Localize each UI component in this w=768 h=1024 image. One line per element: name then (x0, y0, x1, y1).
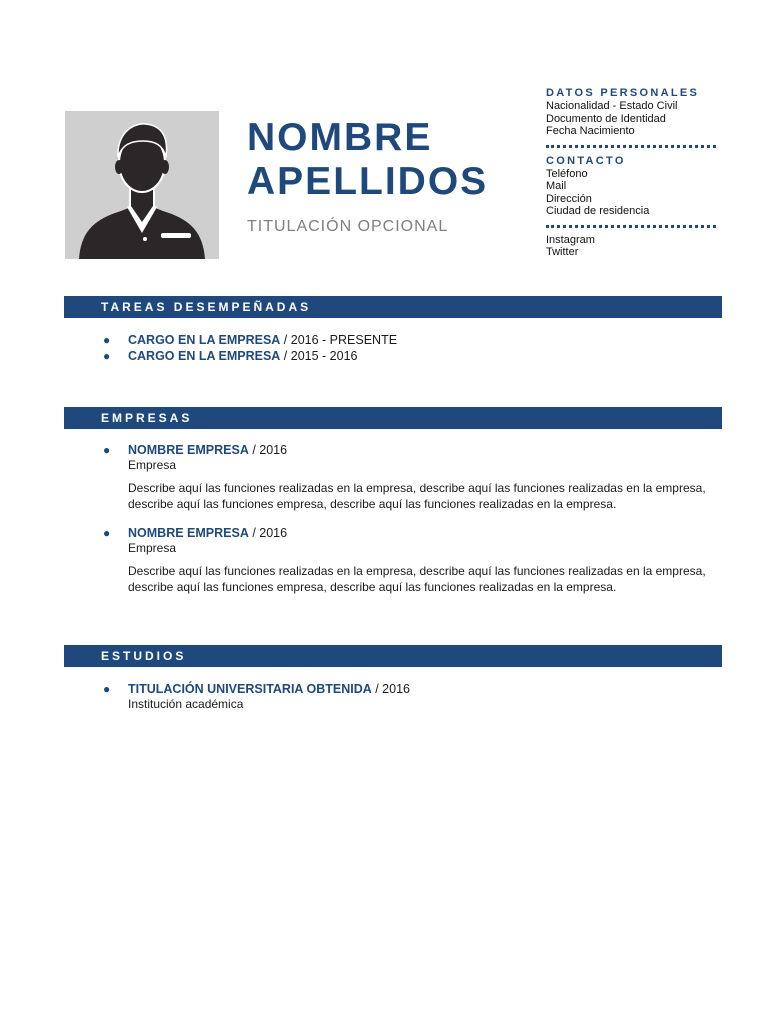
last-name: APELLIDOS (247, 160, 489, 203)
optional-title: TITULACIÓN OPCIONAL (247, 218, 449, 235)
company-name: NOMBRE EMPRESA (128, 443, 249, 457)
dotted-divider (546, 225, 716, 228)
company-subtitle: Empresa (128, 458, 177, 472)
contact-line: Ciudad de residencia (546, 205, 650, 217)
company-description: Describe aquí las funciones realizadas en la empresa, describe aquí las funciones realizadas en la empresa, describe aquí las funciones empresa, describe aquí las funciones realizadas en la empresa. (128, 481, 706, 511)
contact-line: Mail (546, 180, 567, 192)
company-subtitle: Empresa (128, 541, 177, 555)
list-item (103, 348, 728, 364)
dotted-divider (546, 145, 716, 148)
job-title: CARGO EN LA EMPRESA (128, 349, 281, 363)
list-item (103, 525, 728, 595)
degree-year: / 2016 (371, 682, 410, 696)
bullet-icon: ● (103, 333, 111, 347)
personal-line: Documento de Identidad (546, 112, 666, 125)
company-name: NOMBRE EMPRESA (128, 526, 249, 540)
bullet-icon: ● (103, 349, 111, 363)
list-item (103, 681, 728, 712)
section-bar-estudios: ESTUDIOS (64, 645, 722, 667)
personal-line: Nacionalidad - Estado Civil (546, 100, 678, 112)
bullet-icon: ● (103, 682, 111, 696)
contact-line: Dirección (546, 192, 592, 205)
institution: Institución académica (128, 697, 244, 711)
bullet-icon: ● (103, 443, 111, 457)
list-item (103, 442, 728, 512)
section-bar-empresas: EMPRESAS (64, 407, 722, 429)
list-item (103, 332, 728, 348)
social-line: Instagram (546, 233, 595, 246)
side-info (546, 86, 716, 259)
name-block (247, 116, 488, 236)
personal-line: Fecha Nacimiento (546, 125, 635, 137)
job-title: CARGO EN LA EMPRESA (128, 333, 281, 347)
bullet-icon: ● (103, 526, 111, 540)
company-year: / 2016 (248, 443, 288, 457)
job-dates: / 2016 - PRESENTE (280, 333, 398, 347)
profile-photo (65, 111, 219, 259)
company-year: / 2016 (248, 526, 288, 540)
section-bar-tareas: TAREAS DESEMPEÑADAS (64, 296, 722, 318)
first-name: NOMBRE (247, 116, 433, 159)
degree-title: TITULACIÓN UNIVERSITARIA OBTENIDA (128, 682, 372, 696)
contact-heading: CONTACTO (546, 154, 626, 167)
job-dates: / 2015 - 2016 (280, 349, 358, 363)
company-description: Describe aquí las funciones realizadas en la empresa, describe aquí las funciones realizadas en la empresa, describe aquí las funciones empresa, describe aquí las funciones realizadas en la empresa. (128, 564, 706, 594)
contact-line: Teléfono (546, 167, 588, 180)
social-line: Twitter (546, 246, 579, 258)
personal-data-heading: DATOS PERSONALES (546, 87, 700, 99)
person-silhouette-icon (65, 111, 219, 259)
